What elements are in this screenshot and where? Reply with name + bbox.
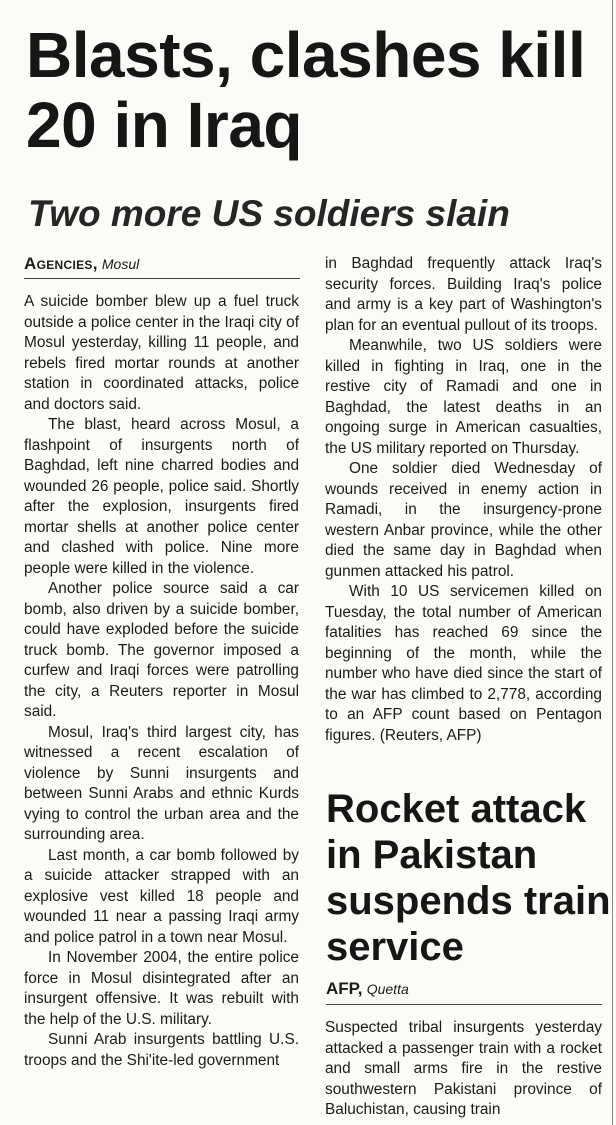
paragraph: Mosul, Iraq's third largest city, has witnessed a recent escalation of violence by Sunni insurgents and between Sunni Arabs and ethnic Kurds vying to control the urban area and the surrounding area. <box>24 723 299 843</box>
paragraph: A suicide bomber blew up a fuel truck outside a police center in the Iraqi city of Mosul yesterday, killing 11 people, and rebels fired mortar rounds at another station in coordinated attacks, police and doctors said. <box>24 293 299 413</box>
byline-rule <box>24 278 300 279</box>
byline2-rule <box>326 1004 602 1005</box>
article-headline: Blasts, clashes kill 20 in Iraq <box>26 19 586 162</box>
paragraph: In November 2004, the entire police force in Mosul disintegrated after an insurgent offensive. It was rebuilt with the help of the U.S. military. <box>24 949 299 1028</box>
paragraph: Suspected tribal insurgents yesterday attacked a passenger train with a rocket and small arms fire in the restive southwestern Pakistani province of Baluchistan, causing train <box>325 1019 602 1118</box>
byline-source: Agencies, <box>24 254 98 273</box>
paragraph: Another police source said a car bomb, also driven by a suicide bomber, could have exploded before the suicide truck bomb. The governor imposed a curfew and Iraqi forces were patrolling the city, a Reuters reporter in Mosul said. <box>24 580 299 720</box>
paragraph: Sunni Arab insurgents battling U.S. troops and the Shi'ite-led government <box>24 1031 299 1069</box>
article-byline <box>24 255 139 274</box>
paragraph: Last month, a car bomb followed by a suicide attacker strapped with an explosive vest killed 18 people and wounded 11 near a passing Iraqi army and police patrol in a town near Mosul. <box>24 846 299 946</box>
paragraph: Meanwhile, two US soldiers were killed in fighting in Iraq, one in the restive city of Ramadi and one in Baghdad, the latest deaths in an ongoing surge in American casualties, the US military reported on Thursday. <box>325 337 602 457</box>
paragraph: With 10 US servicemen killed on Tuesday, the total number of American fatalities has reached 69 since the beginning of the month, while the number who have died since the start of the war has climbed to 2,778, according to an AFP count based on Pentagon figures. (Reuters, AFP) <box>325 583 602 744</box>
article2-headline: Rocket attack in Pakistan suspends train service <box>326 787 611 969</box>
article-column-left <box>24 292 299 1071</box>
paragraph: in Baghdad frequently attack Iraq's security forces. Building Iraq's police and army is a key part of Washington's plan for an eventual pullout of its troops. <box>325 255 602 334</box>
article-column-right <box>325 254 602 746</box>
byline-location: Quetta <box>366 981 409 997</box>
byline-location: Mosul <box>101 256 140 272</box>
byline-source: AFP, <box>326 979 363 998</box>
paragraph: One soldier died Wednesday of wounds received in enemy action in Ramadi, in the insurgency-prone western Anbar province, while the other died the same day in Baghdad when gunmen attacked his patrol. <box>325 460 602 580</box>
paragraph: The blast, heard across Mosul, a flashpoint of insurgents north of Baghdad, left nine charred bodies and wounded 26 people, police said. Shortly after the explosion, insurgents fired mortar shells at another police center and clashed with police. Nine more people were killed in the violence. <box>24 416 299 577</box>
article-subhead: Two more US soldiers slain <box>28 193 510 234</box>
article2-column <box>325 1018 602 1121</box>
article2-byline <box>326 980 409 999</box>
